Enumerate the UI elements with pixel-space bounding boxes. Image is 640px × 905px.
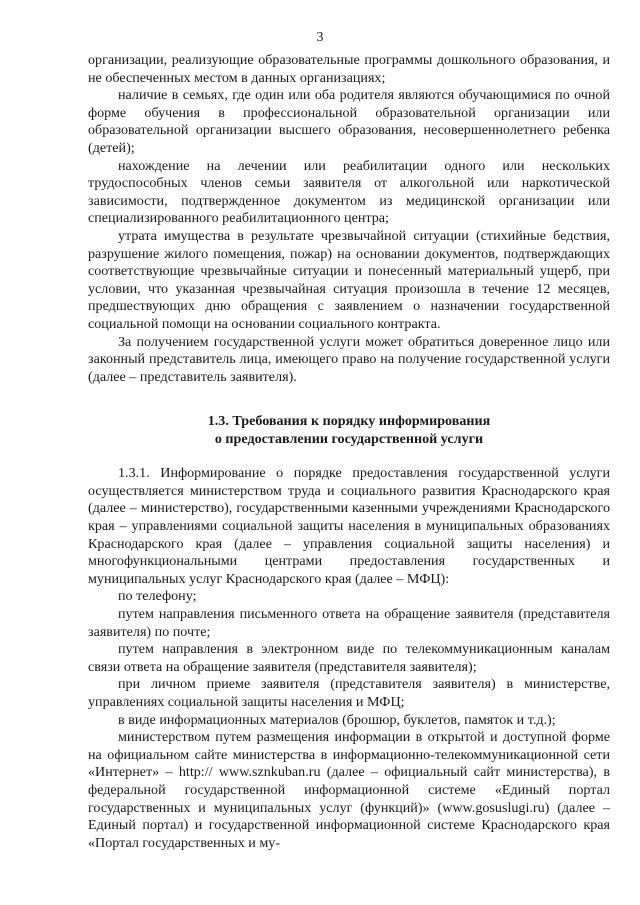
section-heading — [88, 412, 610, 448]
list-item: при личном приеме заявителя (представителя заявителя) в министерстве, управлениях социальной защиты населения и МФЦ; — [88, 676, 610, 710]
list-item: путем направления письменного ответа на обращение заявителя (представителя заявителя) по почте; — [88, 606, 610, 640]
paragraph: организации, реализующие образовательные программы дошкольного образования, и не обеспеченных местом в данных организациях; — [88, 52, 610, 86]
paragraph: наличие в семьях, где один или оба родителя являются обучающимися по очной форме обучения в профессиональной образовательной организации или образовательной организации высшего образования, несовершеннолетнего ребенка (детей); — [88, 87, 610, 156]
paragraph: утрата имущества в результате чрезвычайной ситуации (стихийные бедствия, разрушение жилого помещения, пожар) на основании документов, подтверждающих соответствующие чрезвычайные ситуации и понесенный материальный ущерб, при условии, что указанная чрезвычайная ситуация произошла в течение 12 месяцев, предшествующих дню обращения с заявлением о назначении государственной социальной помощи на основании социального контракта. — [88, 227, 610, 332]
document-body — [88, 52, 610, 852]
list-item: в виде информационных материалов (брошюр, буклетов, памяток и т.д.); — [118, 711, 556, 728]
section-heading-line: 1.3. Требования к порядку информирования — [207, 413, 491, 430]
list-item: министерством путем размещения информации в открытой и доступной форме на официальном сайте министерства в информационно-телекоммуникационной сети «Интернет» – http:// www.sznkuban.ru (далее – официальный сайт министерства), в федеральной государственной информационной системе «Единый портал государственных и муниципальных услуг (функций)» (www.gosuslugi.ru) (далее – Единый портал) и государственной информационной системе Краснодарского края «Портал государственных и му- — [88, 729, 610, 851]
list-item: путем направления в электронном виде по телекоммуникационным каналам связи ответа на обращение заявителя (представителя заявителя); — [88, 641, 610, 675]
paragraph: За получением государственной услуги может обратиться доверенное лицо или законный представитель лица, имеющего право на получение государственной услуги (далее – представитель заявителя). — [88, 333, 610, 385]
paragraph: 1.3.1. Информирование о порядке предоставления государственной услуги осуществляется министерством труда и социального развития Краснодарского края (далее – министерство), государственными казенными учреждениями Краснодарского края – управлениями социальной защиты населения в муниципальных образованиях Краснодарского края (далее – управления социальной защиты населения) и многофункциональными центрами предоставления государственных и муниципальных услуг Краснодарского края (далее – МФЦ): — [88, 465, 610, 587]
page-number: 3 — [316, 30, 324, 45]
paragraph: нахождение на лечении или реабилитации одного или нескольких трудоспособных членов семьи заявителя от алкогольной или наркотической зависимости, подтвержденное документом из медицинской организации или специализированного реабилитационного центра; — [88, 157, 610, 227]
section-heading-line: о предоставлении государственной услуги — [214, 431, 484, 448]
list-item: по телефону; — [118, 588, 197, 605]
